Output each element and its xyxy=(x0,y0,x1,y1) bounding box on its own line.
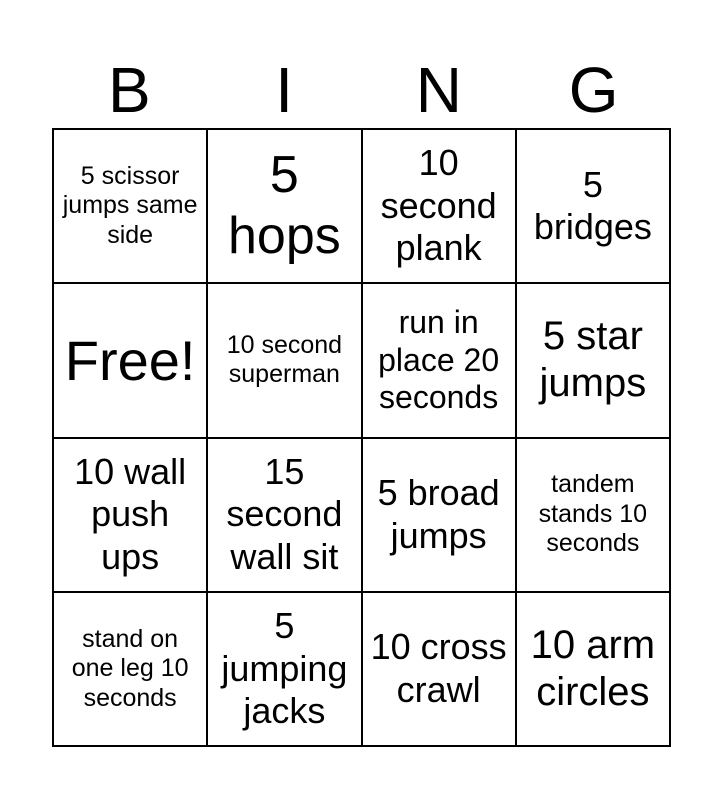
bingo-cell[interactable]: run in place 20 seconds xyxy=(362,283,516,437)
free-space-cell[interactable]: Free! xyxy=(53,283,207,437)
bingo-grid xyxy=(52,128,671,747)
bingo-cell[interactable]: 10 cross crawl xyxy=(362,592,516,746)
bingo-header xyxy=(52,52,671,128)
bingo-cell[interactable]: 5 jumping jacks xyxy=(207,592,361,746)
bingo-cell[interactable]: 5 hops xyxy=(207,129,361,283)
bingo-cell[interactable]: 5 scissor jumps same side xyxy=(53,129,207,283)
bingo-cell[interactable]: 5 bridges xyxy=(516,129,670,283)
bingo-cell[interactable]: 15 second wall sit xyxy=(207,438,361,592)
header-letter-n: N xyxy=(415,54,462,126)
header-letter-i: I xyxy=(275,54,294,126)
bingo-cell[interactable]: 10 second plank xyxy=(362,129,516,283)
bingo-cell[interactable]: 10 arm circles xyxy=(516,592,670,746)
bingo-cell[interactable]: 10 second superman xyxy=(207,283,361,437)
bingo-cell[interactable]: 5 broad jumps xyxy=(362,438,516,592)
bingo-cell[interactable]: stand on one leg 10 seconds xyxy=(53,592,207,746)
bingo-cell[interactable]: tandem stands 10 seconds xyxy=(516,438,670,592)
bingo-cell[interactable]: 5 star jumps xyxy=(516,283,670,437)
header-letter-b: B xyxy=(108,54,151,126)
bingo-cell[interactable]: 10 wall push ups xyxy=(53,438,207,592)
header-letter-g: G xyxy=(568,54,619,126)
